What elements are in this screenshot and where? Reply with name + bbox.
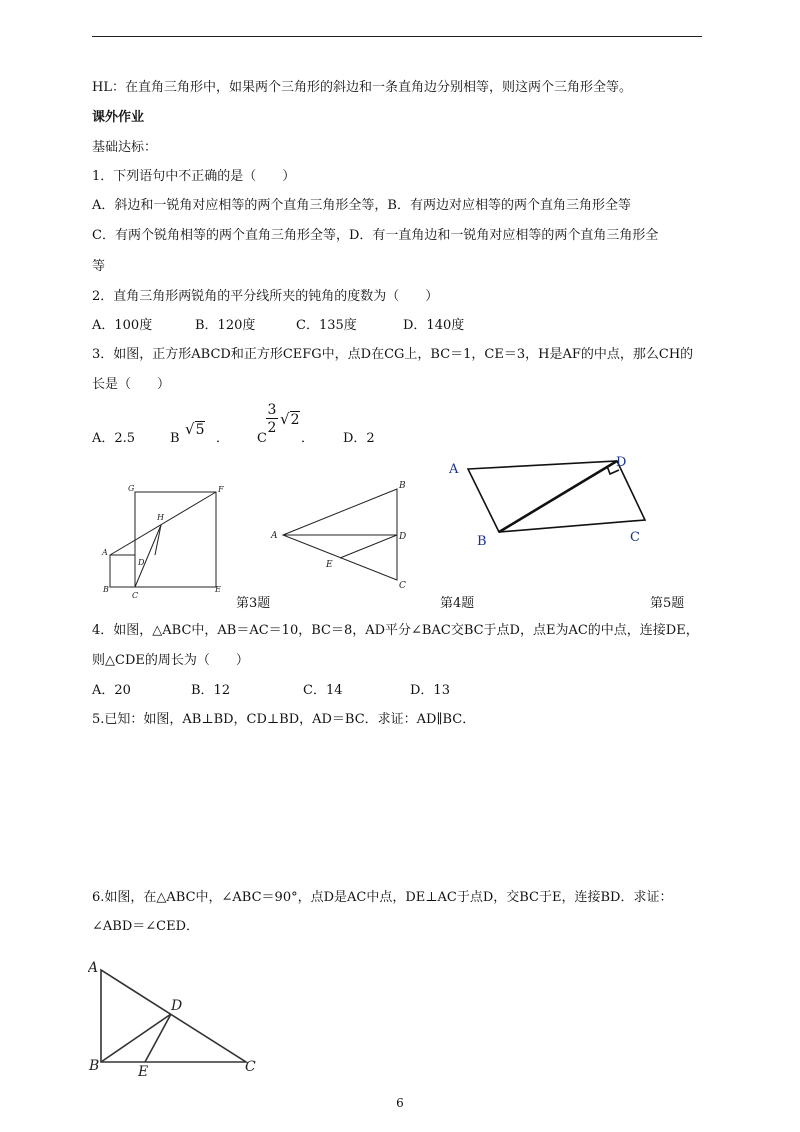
fig3-label-a: A (102, 548, 108, 557)
q3-option-c-denominator: 2 (267, 420, 277, 436)
q4-option-c: C．14 (303, 683, 343, 698)
q3-option-b-sqrt: √5 (185, 420, 205, 438)
figure-5-quadrilateral (443, 452, 658, 552)
q3-option-a: A．2.5 (92, 431, 136, 446)
q3-stem-line2: 长是（ ） (92, 377, 171, 392)
q3-option-c-numerator: 3 (267, 402, 277, 418)
q6-stem-line2: ∠ABD＝∠CED． (92, 919, 200, 934)
q4-option-d: D．13 (410, 683, 450, 698)
fig3-label-b: B (103, 585, 109, 594)
caption-figure-5: 第5题 (650, 596, 685, 611)
fig3-label-c: C (132, 591, 139, 600)
fig4-label-c: C (399, 581, 406, 591)
q1-options-ab: A．斜边和一锐角对应相等的两个直角三角形全等，B．有两边对应相等的两个直角三角形全等 (92, 198, 631, 213)
fig6-label-b: B (89, 1058, 100, 1074)
figure-4-triangle (265, 476, 415, 592)
fig6-label-d: D (171, 998, 183, 1014)
q3-option-b-suffix: ． (216, 431, 230, 446)
fig5-label-c: C (630, 530, 640, 545)
fig4-label-b: B (399, 481, 406, 491)
square-abcd (110, 555, 135, 587)
q4-stem-line1: 4．如图，△ABC中，AB＝AC＝10，BC＝8，AD平分∠BAC交BC于点D，点E为AC的中点，连接DE， (92, 623, 699, 638)
triangle-abc (101, 970, 246, 1062)
subsection-title: 基础达标： (92, 140, 158, 155)
q3-option-d: D．2 (343, 431, 375, 446)
q2-option-d: D．140度 (403, 318, 465, 333)
fig3-label-h: H (157, 513, 164, 522)
section-title: 课外作业 (92, 110, 145, 125)
segment-bd (101, 1014, 171, 1062)
segment-de (145, 1014, 171, 1062)
q2-option-b: B．120度 (195, 318, 256, 333)
figure-3-squares (95, 478, 235, 600)
fig4-label-d: D (399, 532, 407, 542)
fig6-label-e: E (138, 1064, 149, 1078)
segment-de (340, 535, 397, 558)
q2-stem: 2．直角三角形两锐角的平分线所夹的钝角的度数为（ ） (92, 289, 439, 304)
segment-h-extension (155, 525, 161, 555)
q3-option-c-sqrt: √2 (280, 410, 300, 428)
q3-option-b-label: B (170, 431, 180, 446)
q5-stem: 5.已知：如图，AB⊥BD，CD⊥BD，AD＝BC．求证：AD∥BC． (92, 712, 476, 727)
q1-stem: 1．下列语句中不正确的是（ ） (92, 169, 296, 184)
q3-option-c-suffix: ． (301, 431, 315, 446)
q3-option-c-label: C (257, 431, 267, 446)
diagonal-bd (499, 461, 617, 532)
hl-theorem-line: HL：在直角三角形中，如果两个三角形的斜边和一条直角边分别相等，则这两个三角形全等。 (92, 80, 632, 95)
caption-figure-4: 第4题 (440, 596, 475, 611)
fig3-label-g: G (128, 484, 135, 493)
fig6-label-c: C (245, 1059, 256, 1075)
fig5-label-a: A (449, 462, 459, 477)
figure-6-right-triangle (88, 958, 263, 1078)
fig6-label-a: A (88, 960, 99, 976)
fig5-label-b: B (477, 534, 487, 549)
fig5-label-d: D (616, 455, 627, 470)
q4-option-a: A．20 (92, 683, 131, 698)
header-rule (92, 36, 702, 37)
q2-option-c: C．135度 (296, 318, 357, 333)
q4-stem-line2: 则△CDE的周长为（ ） (92, 653, 249, 668)
fig4-label-e: E (326, 560, 333, 570)
q1-options-cd-wrap: 等 (92, 259, 106, 274)
segment-ch (135, 525, 161, 587)
q3-option-b-radicand: 5 (195, 422, 205, 438)
fig3-label-f: F (218, 485, 224, 494)
q6-stem-line1: 6.如图，在△ABC中，∠ABC＝90°，点D是AC中点，DE⊥AC于点D，交BC于E，连接BD．求证： (92, 890, 673, 905)
fig3-label-e: E (215, 585, 221, 594)
caption-figure-3: 第3题 (236, 596, 271, 611)
q3-stem-line1: 3．如图，正方形ABCD和正方形CEFG中，点D在CG上，BC＝1，CE＝3，H是AF的中点，那么CH的 (92, 347, 694, 362)
q2-option-a: A．100度 (92, 318, 153, 333)
fig3-label-d: D (138, 558, 145, 567)
square-cefg (135, 492, 216, 587)
fig4-label-a: A (271, 531, 278, 541)
q4-option-b: B．12 (191, 683, 231, 698)
segment-af (110, 492, 216, 555)
q1-options-cd: C．有两个锐角相等的两个直角三角形全等，D．有一直角边和一锐角对应相等的两个直角三角形全 (92, 228, 659, 243)
page-number: 6 (396, 1096, 404, 1110)
q3-option-c-radicand: 2 (290, 412, 300, 428)
